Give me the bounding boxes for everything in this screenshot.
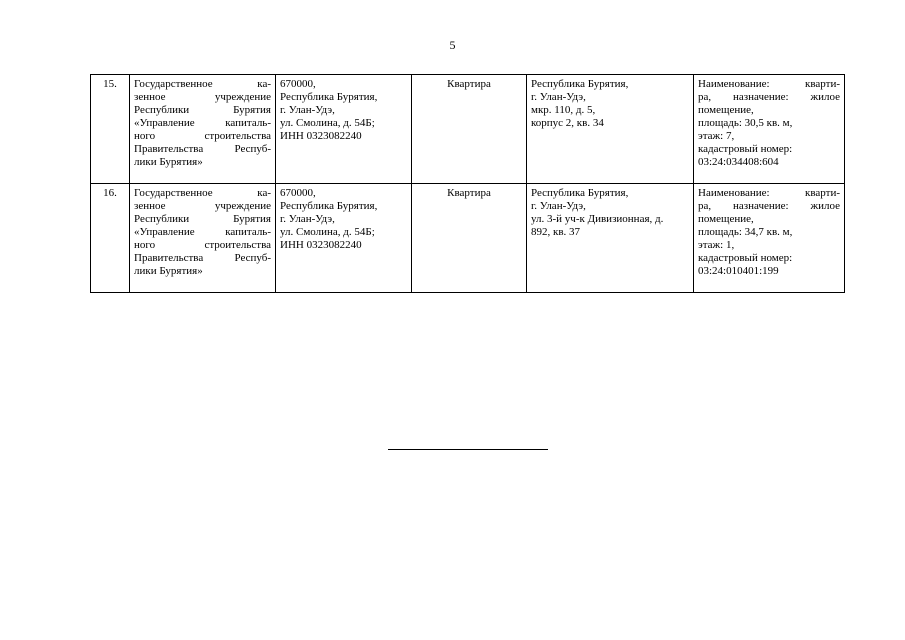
- object-address-line: ул. 3-й уч-к Дивизионная, д.: [531, 213, 664, 225]
- object-address-cell: [527, 184, 694, 293]
- page-number: 5: [449, 38, 456, 52]
- description-line: ра, назначение: жилое: [698, 200, 840, 212]
- owner-address-line: 670000,: [280, 78, 316, 90]
- owner-name-line: ного строительства: [134, 239, 271, 251]
- owner-address-line: Республика Бурятия,: [280, 91, 378, 103]
- owner-name-line: «Управление капиталь-: [134, 226, 271, 238]
- object-address-line: корпус 2, кв. 34: [531, 117, 604, 129]
- description-line: 03:24:010401:199: [698, 265, 779, 277]
- owner-address-line: ул. Смолина, д. 54Б;: [280, 226, 375, 238]
- row-number-cell: 16.: [91, 184, 130, 293]
- owner-name-line: Правительства Респуб-: [134, 143, 271, 155]
- owner-name-line: «Управление капиталь-: [134, 117, 271, 129]
- owner-name-cell: [130, 184, 276, 293]
- row-number-cell: 15.: [91, 75, 130, 184]
- description-line: помещение,: [698, 213, 754, 225]
- owner-name-line: зенное учреждение: [134, 200, 271, 212]
- owner-name-line: Государственное ка-: [134, 78, 271, 90]
- description-line: кадастровый номер:: [698, 252, 793, 264]
- owner-name-cell: [130, 75, 276, 184]
- description-line: Наименование: кварти-: [698, 187, 840, 199]
- object-address-cell: [527, 75, 694, 184]
- description-line: площадь: 30,5 кв. м,: [698, 117, 793, 129]
- table-row: [91, 75, 845, 184]
- owner-name-line: лики Бурятия»: [134, 265, 203, 277]
- owner-name-line: зенное учреждение: [134, 91, 271, 103]
- description-cell: [694, 75, 845, 184]
- owner-name-line: Государственное ка-: [134, 187, 271, 199]
- owner-name-line: лики Бурятия»: [134, 156, 203, 168]
- owner-address-line: ИНН 0323082240: [280, 239, 362, 251]
- description-line: площадь: 34,7 кв. м,: [698, 226, 793, 238]
- owner-address-line: г. Улан-Удэ,: [280, 213, 335, 225]
- owner-address-cell: [276, 75, 412, 184]
- owner-name-line: ного строительства: [134, 130, 271, 142]
- object-address-line: Республика Бурятия,: [531, 187, 629, 199]
- owner-address-line: Республика Бурятия,: [280, 200, 378, 212]
- description-line: этаж: 7,: [698, 130, 735, 142]
- table-row: [91, 184, 845, 293]
- owner-name-line: Республики Бурятия: [134, 104, 271, 116]
- object-address-line: мкр. 110, д. 5,: [531, 104, 596, 116]
- description-line: этаж: 1,: [698, 239, 735, 251]
- owner-address-line: г. Улан-Удэ,: [280, 104, 335, 116]
- object-type-cell: Квартира: [412, 75, 527, 184]
- object-address-line: г. Улан-Удэ,: [531, 200, 586, 212]
- description-line: Наименование: кварти-: [698, 78, 840, 90]
- owner-name-line: Республики Бурятия: [134, 213, 271, 225]
- description-line: помещение,: [698, 104, 754, 116]
- property-registry-table: [90, 74, 845, 293]
- owner-address-cell: [276, 184, 412, 293]
- object-address-line: г. Улан-Удэ,: [531, 91, 586, 103]
- owner-address-line: 670000,: [280, 187, 316, 199]
- object-address-line: Республика Бурятия,: [531, 78, 629, 90]
- end-of-document-rule: [388, 449, 548, 450]
- description-cell: [694, 184, 845, 293]
- owner-address-line: ул. Смолина, д. 54Б;: [280, 117, 375, 129]
- object-address-line: 892, кв. 37: [531, 226, 581, 238]
- object-type-cell: Квартира: [412, 184, 527, 293]
- owner-name-line: Правительства Респуб-: [134, 252, 271, 264]
- description-line: 03:24:034408:604: [698, 156, 779, 168]
- description-line: ра, назначение: жилое: [698, 91, 840, 103]
- description-line: кадастровый номер:: [698, 143, 793, 155]
- owner-address-line: ИНН 0323082240: [280, 130, 362, 142]
